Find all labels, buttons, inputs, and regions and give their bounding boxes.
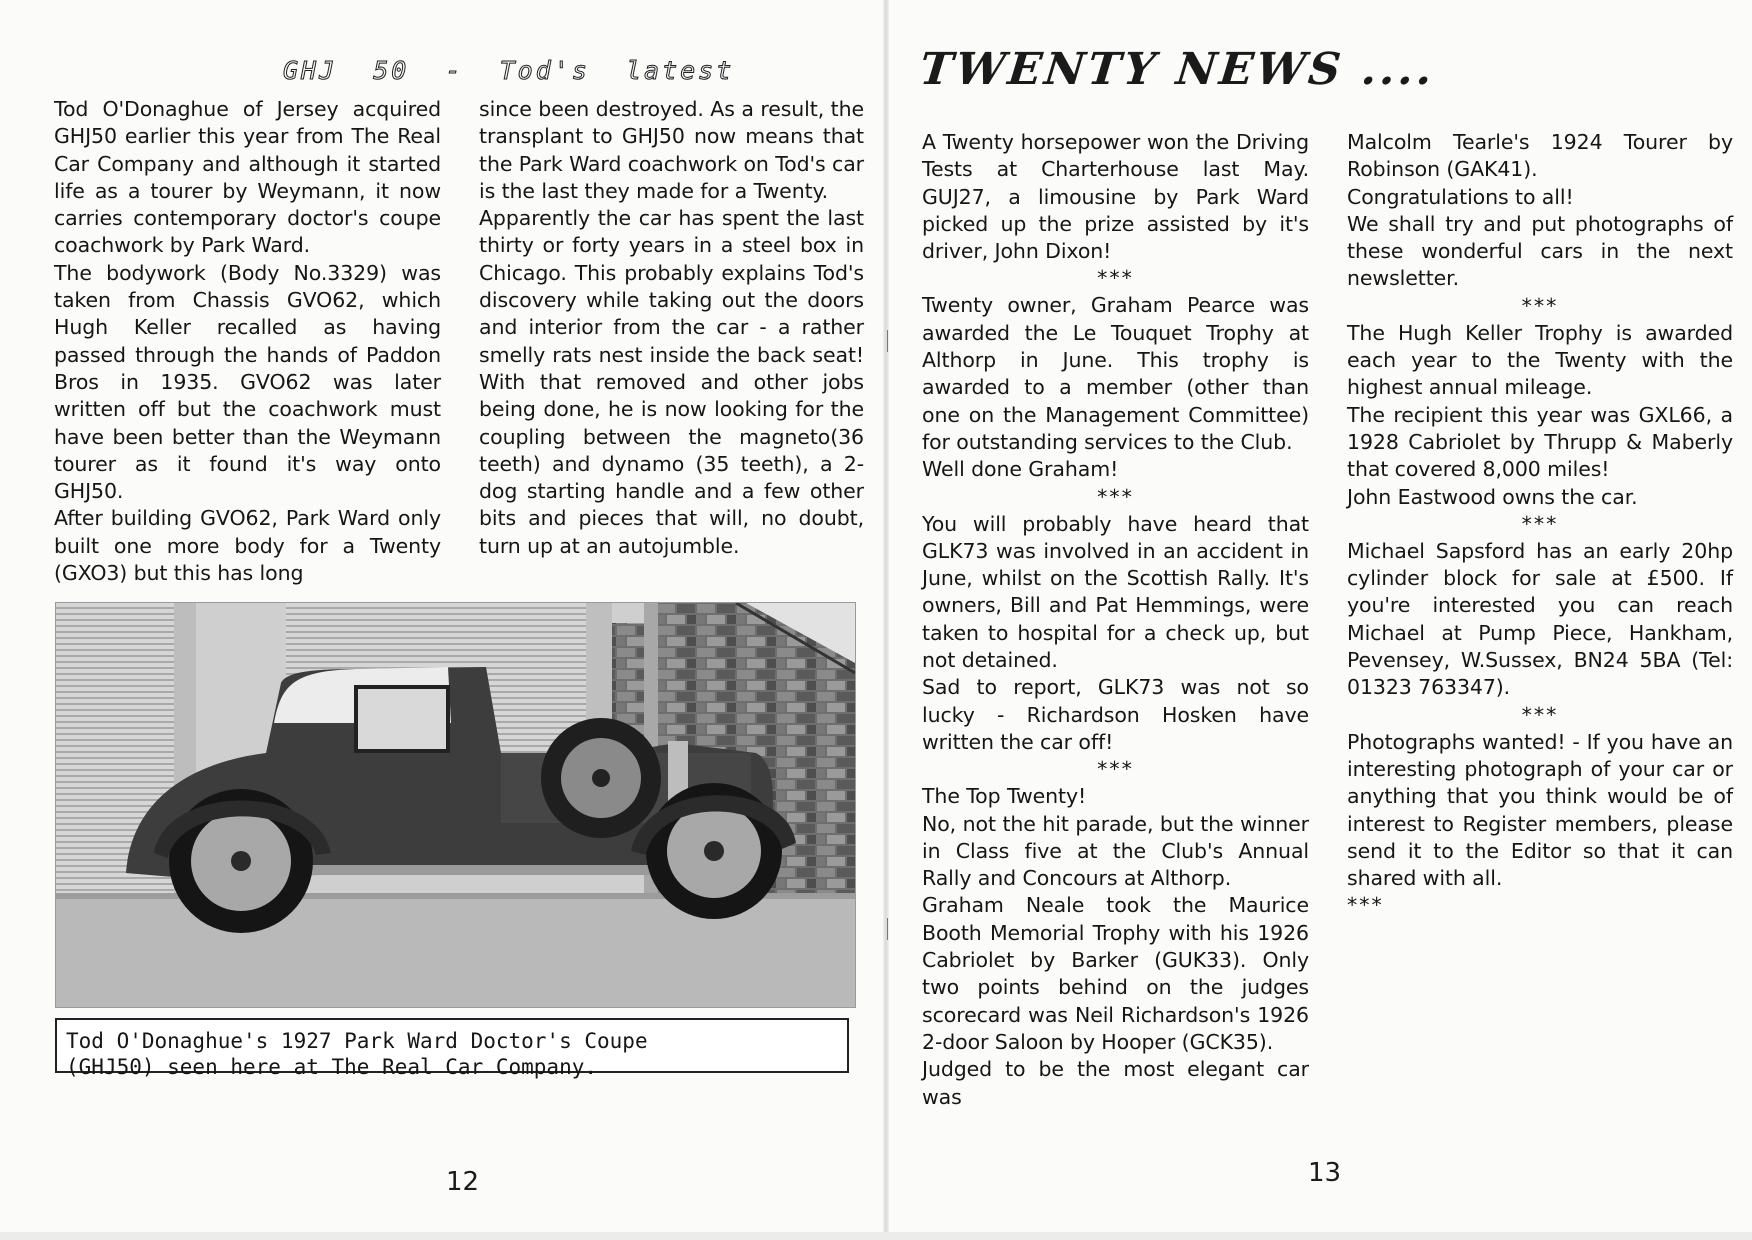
- separator: ***: [1521, 293, 1559, 318]
- news-item: Graham Neale took the Maurice Booth Memorial Trophy with his 1926 Cabriolet by Barker (GUK33). Only two points behind on the judges scorecard was Neil Richardson's 1926 2-door Saloon by Hooper (GCK35).: [922, 893, 1309, 1054]
- paragraph: Tod O'Donaghue of Jersey acquired GHJ50 earlier this year from The Real Car Company and although it started life as a tourer by Weymann, it now carries contemporary doctor's coupe coachwork by Park Ward.: [54, 97, 441, 258]
- news-item: Malcolm Tearle's 1924 Tourer by Robinson (GAK41).: [1347, 130, 1733, 182]
- article-title: GHJ 50 - Tod's latest: [283, 56, 735, 85]
- news-item: The Hugh Keller Trophy is awarded each year to the Twenty with the highest annual mileage.: [1347, 320, 1733, 400]
- news-column-1: [922, 129, 1309, 1111]
- news-item: Photographs wanted! - If you have an interesting photograph of your car or anything that you think would be of interest to Register members, please send it to the Editor so that it can shared with all.: [1347, 729, 1733, 891]
- separator: ***: [1097, 757, 1134, 782]
- fold-mark: [887, 918, 888, 940]
- news-section-title: TWENTY NEWS ....: [917, 44, 1438, 95]
- caption-line-1: Tod O'Donaghue's 1927 Park Ward Doctor's Coupe: [66, 1029, 648, 1053]
- paragraph: Apparently the car has spent the last thirty or forty years in a steel box in Chicago. This probably explains Tod's discovery while taking out the doors and interior from the car - a rather smelly rats nest inside the back seat! With that removed and other jobs being done, he is now looking for the coupling between the magneto(36 teeth) and dynamo (35 teeth), a 2-dog starting handle and a few other bits and pieces that will, no doubt, turn up at an autojumble.: [479, 206, 864, 558]
- fold-mark: [887, 330, 888, 352]
- page-number-right: 13: [1308, 1158, 1342, 1188]
- news-item: Judged to be the most elegant car was: [922, 1057, 1309, 1109]
- page-number-left: 12: [446, 1167, 480, 1197]
- paragraph: since been destroyed. As a result, the transplant to GHJ50 now means that the Park Ward coachwork on Tod's car is the last they made for a Twenty.: [479, 97, 864, 203]
- separator: ***: [1521, 702, 1559, 727]
- news-item: The Top Twenty!: [922, 784, 1087, 809]
- vintage-car-photo-illustration: [56, 603, 855, 1007]
- separator: ***: [1097, 266, 1134, 291]
- news-item: Sad to report, GLK73 was not so lucky - Richardson Hosken have written the car off!: [922, 675, 1309, 754]
- photo-caption: [55, 1018, 849, 1079]
- car-photo: [55, 602, 856, 1008]
- news-item: Twenty owner, Graham Pearce was awarded the Le Touquet Trophy at Althorp in June. This trophy is awarded to a member (other than one on the Management Committee) for outstanding services to the Club.: [922, 293, 1309, 454]
- news-item: You will probably have heard that GLK73 was involved in an accident in June, whilst on the Scottish Rally. It's owners, Bill and Pat Hemmings, were taken to hospital for a check up, but not detained.: [922, 511, 1309, 673]
- article-column-1: [54, 96, 441, 587]
- news-item: Congratulations to all!: [1347, 184, 1574, 209]
- news-item: Michael Sapsford has an early 20hp cylinder block for sale at £500. If you're interested you can reach Michael at Pump Piece, Hankham, Pevensey, W.Sussex, BN24 5BA (Tel: 01323 763347).: [1347, 538, 1733, 700]
- paragraph: The bodywork (Body No.3329) was taken from Chassis GVO62, which Hugh Keller recalled as having passed through the hands of Paddon Bros in 1935. GVO62 was later written off but the coachwork must have been better than the Weymann tourer as it found it's way onto GHJ50.: [54, 260, 441, 504]
- page-gutter: [883, 0, 889, 1240]
- article-column-2: [479, 96, 864, 560]
- separator: ***: [1347, 893, 1384, 918]
- page-edge: [0, 1232, 1752, 1240]
- separator: ***: [1097, 484, 1134, 509]
- paragraph: After building GVO62, Park Ward only built one more body for a Twenty (GXO3) but this has long: [54, 506, 441, 586]
- news-item: We shall try and put photographs of these wonderful cars in the next newsletter.: [1347, 211, 1733, 291]
- news-item: The recipient this year was GXL66, a 1928 Cabriolet by Thrupp & Maberly that covered 8,000 miles!: [1347, 402, 1733, 482]
- news-item: Well done Graham!: [922, 457, 1119, 482]
- news-item: A Twenty horsepower won the Driving Tests at Charterhouse last May. GUJ27, a limousine by Park Ward picked up the prize assisted by it's driver, John Dixon!: [922, 130, 1309, 264]
- news-item: John Eastwood owns the car.: [1347, 484, 1638, 509]
- caption-line-2: (GHJ50) seen here at The Real Car Company.: [66, 1055, 598, 1079]
- news-column-2: [1347, 129, 1733, 919]
- separator: ***: [1521, 511, 1559, 536]
- news-item: No, not the hit parade, but the winner in Class five at the Club's Annual Rally and Concours at Althorp.: [922, 811, 1309, 891]
